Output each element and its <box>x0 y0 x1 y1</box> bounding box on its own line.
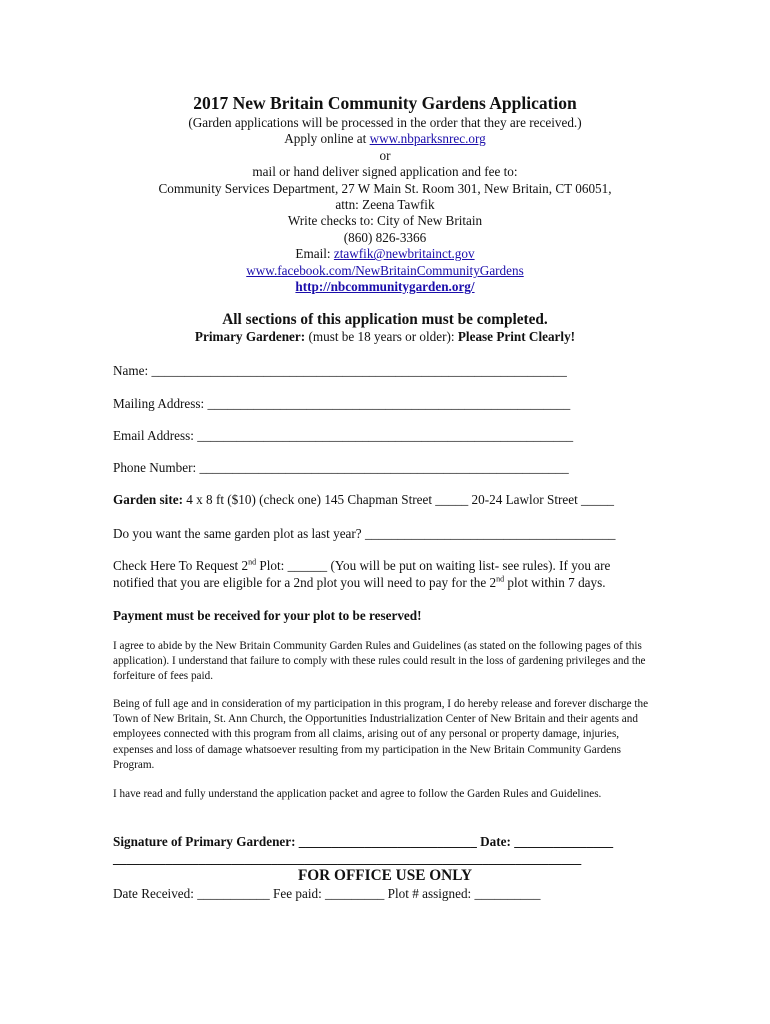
mailing-address-field[interactable]: Mailing Address: _______________________________________________________ <box>113 396 571 411</box>
second-plot-text-c: notified that you are eligible for a 2nd plot you will need to pay for the 2 <box>113 575 497 590</box>
office-use-title: FOR OFFICE USE ONLY <box>297 867 473 884</box>
page-title: 2017 New Britain Community Gardens Application <box>193 93 577 113</box>
email-address-field[interactable]: Email Address: _________________________________________________________ <box>113 428 574 443</box>
apply-online-link[interactable]: www.nbparksnrec.org <box>369 131 486 147</box>
checks-line: Write checks to: City of New Britain <box>287 213 483 229</box>
name-field[interactable]: Name: _______________________________________________________________ <box>113 363 567 378</box>
signature-underline: _______________________________________________________________________ <box>113 851 582 866</box>
email-line <box>0 246 770 262</box>
second-plot-sup-2: nd <box>496 574 505 584</box>
or-text: or <box>379 147 391 163</box>
site-line <box>0 279 770 295</box>
second-plot-line-1[interactable] <box>113 557 610 574</box>
understand-paragraph: I have read and fully understand the application packet and agree to follow the Garden Rules and Guidelines. <box>113 788 602 800</box>
facebook-line <box>0 263 770 279</box>
signature-line[interactable]: Signature of Primary Gardener: ___________________________ Date: _______________ <box>113 834 614 849</box>
second-plot-text-d: plot within 7 days. <box>504 575 606 590</box>
garden-site-field[interactable] <box>113 491 614 508</box>
community-garden-link[interactable]: http://nbcommunitygarden.org/ <box>295 279 475 295</box>
email-prefix: Email: <box>295 246 334 262</box>
apply-online-prefix: Apply online at <box>284 131 370 147</box>
release-paragraph: Being of full age and in consideration of my participation in this program, I do hereby release and forever discharge the Town of New Britain, St. Ann Church, the Opportunities Industrialization Center of New Britain and their agents and employees connected with this program from all claims, arising out of any personal or property damage, injuries, expenses and loss of damage whatsoever resulting from my participation in the New Britain Community Gardens Program. <box>113 698 649 771</box>
phone-number: (860) 826-3366 <box>343 229 427 245</box>
same-plot-field[interactable]: Do you want the same garden plot as last year? ______________________________________ <box>113 526 616 541</box>
processing-note: (Garden applications will be processed in the order that they are received.) <box>188 115 582 130</box>
facebook-link[interactable]: www.facebook.com/NewBritainCommunityGardens <box>246 262 524 278</box>
attn-line: attn: Zeena Tawfik <box>335 197 435 213</box>
second-plot-text-b: Plot: ______ (You will be put on waiting list- see rules). If you are <box>256 558 611 573</box>
header-block <box>0 92 770 295</box>
payment-notice: Payment must be received for your plot to be reserved! <box>113 608 422 623</box>
office-use-line: Date Received: ___________ Fee paid: _________ Plot # assigned: __________ <box>113 886 541 901</box>
email-link[interactable]: ztawfik@newbritainct.gov <box>333 246 475 262</box>
agree-paragraph: I agree to abide by the New Britain Community Garden Rules and Guidelines (as stated on the following pages of this application). I understand that failure to comply with these rules could result in the loss of gardening privileges and the forfeiture of fees paid. <box>113 640 646 683</box>
sections-title: All sections of this application must be completed. <box>222 311 548 328</box>
address-line: Community Services Department, 27 W Main St. Room 301, New Britain, CT 06051, <box>158 180 612 196</box>
primary-gardener-label: Primary Gardener: <box>194 329 306 344</box>
second-plot-line-2 <box>113 574 606 591</box>
print-clearly-text: Please Print Clearly! <box>457 329 576 344</box>
primary-gardener-line <box>0 329 770 345</box>
mail-line: mail or hand deliver signed application and fee to: <box>252 164 518 180</box>
phone-number-field[interactable]: Phone Number: ________________________________________________________ <box>113 460 569 475</box>
second-plot-sup: nd <box>248 557 257 567</box>
garden-site-options: 4 x 8 ft ($10) (check one) 145 Chapman Street _____ 20-24 Lawlor Street _____ <box>182 492 615 507</box>
apply-online-line <box>0 131 770 147</box>
second-plot-text-a: Check Here To Request 2 <box>113 558 249 573</box>
primary-gardener-note: (must be 18 years or older): <box>305 329 458 344</box>
garden-site-label: Garden site: <box>113 492 183 507</box>
